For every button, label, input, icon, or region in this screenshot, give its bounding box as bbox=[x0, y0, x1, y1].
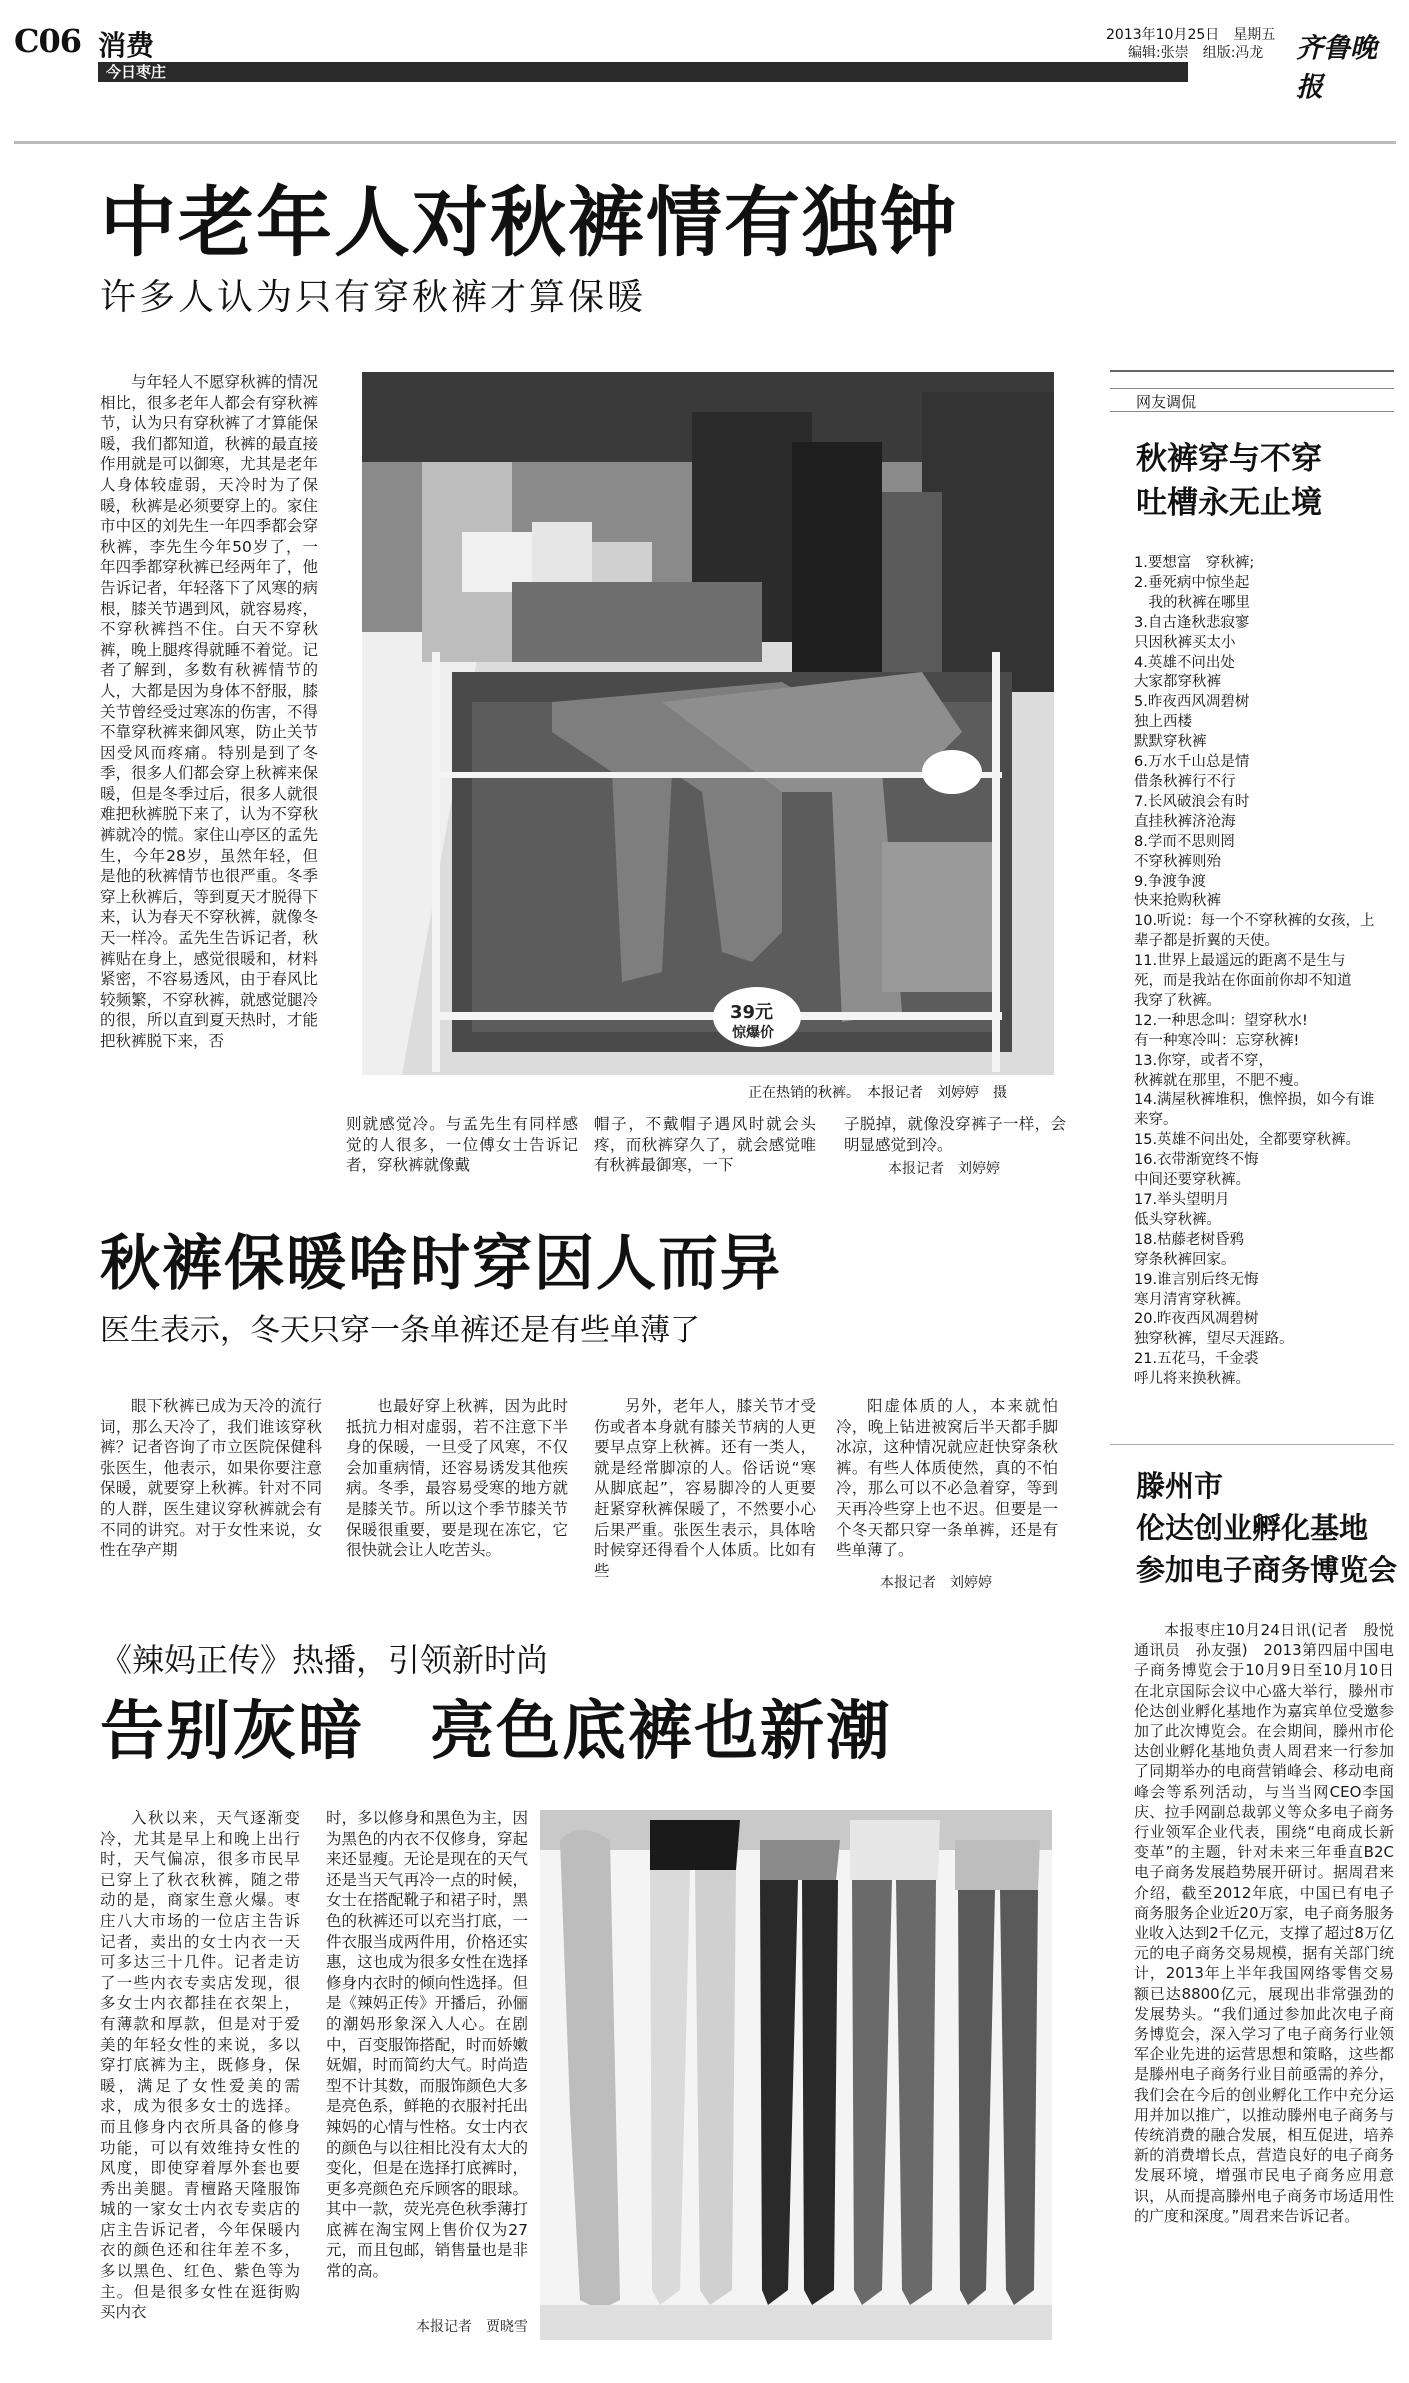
poll-joke-line: 死，而是我站在你面前你却不知道 bbox=[1134, 973, 1352, 990]
sidebar-mid-rule bbox=[1110, 1444, 1394, 1445]
story2-headline: 秋裤保暖啥时穿因人而异 bbox=[100, 1229, 782, 1299]
poll-joke-line: 有一种寒冷叫：忘穿秋裤! bbox=[1134, 1032, 1300, 1049]
story2-subhead: 医生表示，冬天只穿一条单裤还是有些单薄了 bbox=[100, 1313, 700, 1348]
poll-joke-line: 呼儿将来换秋裤。 bbox=[1134, 1371, 1250, 1388]
poll-joke-line: 我穿了秋裤。 bbox=[1134, 992, 1221, 1009]
poll-joke-line: 寒月清宵穿秋裤。 bbox=[1134, 1291, 1250, 1308]
store-display-illustration bbox=[362, 372, 1054, 1075]
poll-joke-line: 1.要想富 穿秋裤; bbox=[1134, 555, 1255, 571]
poll-joke-line: 20.昨夜西风凋碧树 bbox=[1134, 1311, 1259, 1328]
poll-joke-line: 只因秋裤买太小 bbox=[1134, 634, 1236, 651]
subsection-bar bbox=[98, 62, 1188, 82]
story1-column-3: 帽子，不戴帽子遇风时就会头疼，而秋裤穿久了，就会感觉唯有秋裤最御寒，一下 bbox=[594, 1115, 816, 1175]
poll-joke-line: 17.举头望明月 bbox=[1134, 1192, 1230, 1208]
poll-joke-line: 13.你穿，或者不穿， bbox=[1134, 1052, 1274, 1069]
editor-credits: 编辑:张崇 组版:冯龙 bbox=[1128, 45, 1264, 61]
poll-joke-line: 低头穿秋裤。 bbox=[1134, 1211, 1221, 1228]
news-headline-3: 参加电子商务博览会 bbox=[1136, 1553, 1398, 1587]
poll-joke-line: 6.万水千山总是情 bbox=[1134, 754, 1250, 771]
poll-joke-line: 来穿。 bbox=[1134, 1112, 1178, 1129]
poll-headline-1: 秋裤穿与不穿 bbox=[1136, 441, 1322, 477]
story3-column-1: 入秋以来，天气逐渐变冷，尤其是早上和晚上出行时，天气偏凉，很多市民早已穿上了秋衣秋裤，随之带动的是，商家生意火爆。枣庄八大市场的一位店主告诉记者，卖出的女士内衣一天可多达三十几件。记者走访了一些内衣专卖店发现，很多女士内衣都挂在衣架上，有薄款和厚款，但是对于爱美的年轻女性的来说，多以穿打底裤为主，既修身，保暖，满足了女性爱美的需求，成为很多女士的选择。而且修身内衣所具备的修身功能，可以有效维持女性的风度，即使穿着厚外套也要秀出美腿。青檀路天隆服饰城的一家女士内衣专卖店的店主告诉记者，今年保暖内衣的颜色还和往年差不多，多以黑色、红色、紫色等为主。但是很多女性在逛街购买内衣 bbox=[100, 1809, 300, 2322]
poll-joke-line: 独穿秋裤，望尽天涯路。 bbox=[1134, 1331, 1294, 1348]
poll-joke-line: 大家都穿秋裤 bbox=[1134, 674, 1221, 691]
poll-joke-line: 3.自古逢秋悲寂寥 bbox=[1134, 614, 1250, 631]
story2-column-4: 阳虚体质的人，本来就怕冷，晚上钻进被窝后半天都手脚冰凉，这种情况就应赶快穿条秋裤。有些人体质使然，真的不怕冷，那么可以不必急着穿，等到天再冷些穿上也不迟。但要是一个冬天都只穿一条单裤，还是有些单薄了。 bbox=[836, 1397, 1058, 1560]
page-header bbox=[14, 22, 1396, 103]
poll-joke-line: 7.长风破浪会有时 bbox=[1134, 793, 1250, 810]
story3-byline: 本报记者 贾晓雪 bbox=[416, 2319, 528, 2335]
story2-column-3: 另外，老年人，膝关节才受伤或者本身就有膝关节病的人更要早点穿上秋裤。还有一类人，就是经常脚凉的人。俗话说“寒从脚底起”，容易脚冷的人更要赶紧穿秋裤保暖了，不然要小心后果严重。张医生表示，具体啥时候穿还得看个人体质。比如有些 bbox=[594, 1397, 816, 1580]
poll-joke-line: 不穿秋裤则殆 bbox=[1134, 853, 1221, 870]
poll-joke-line: 快来抢购秋裤 bbox=[1134, 893, 1221, 910]
story1-photo-caption: 正在热销的秋裤。 本报记者 刘婷婷 摄 bbox=[748, 1085, 1007, 1101]
poll-joke-line: 独上西楼 bbox=[1134, 714, 1192, 731]
header-rule bbox=[14, 141, 1396, 144]
poll-joke-line: 12.一种思念叫：望穿秋水! bbox=[1134, 1012, 1308, 1029]
page-code: C06 bbox=[14, 22, 81, 60]
poll-joke-line: 默默穿秋裤 bbox=[1134, 734, 1207, 751]
sidebar-top-rule bbox=[1110, 370, 1394, 372]
poll-joke-line: 2.垂死病中惊坐起 bbox=[1134, 574, 1250, 591]
story1-column-1: 与年轻人不愿穿秋裤的情况相比，很多老年人都会有穿秋裤节，认为只有穿秋裤了才算能保暖，我们都知道，秋裤的最直接作用就是可以御寒，尤其是老年人身体较虚弱，天冷时为了保暖，秋裤是必须要穿上的。家住市中区的刘先生一年四季都会穿秋裤，李先生今年50岁了，一年四季都穿秋裤已经两年了，他告诉记者，年轻落下了风寒的病根，膝关节遇到风，就容易疼，不穿秋裤挡不住。白天不穿秋裤，晚上腿疼得就睡不着觉。记者了解到，多数有秋裤情节的人，大都是因为身体不舒服，膝关节曾经受过寒冻的伤害，不得不靠穿秋裤来御风寒，防止关节因受风而疼痛。特别是到了冬季，很多人们都会穿上秋裤来保暖，但是冬季过后，很多人就很难把秋裤脱下来了，认为不穿秋裤就冷的慌。家住山亭区的孟先生，今年28岁，虽然年轻，但是他的秋裤情节也很严重。冬季穿上秋裤后，等到夏天才脱得下来，认为春天不穿秋裤，就像冬天一样冷。孟先生告诉记者，秋裤贴在身上，感觉很暖和，材料紧密，不容易透风，由于春风比较频繁，不穿秋裤，就感觉腿冷的很，所以直到夏天热时，才能把秋裤脱下来，否 bbox=[100, 373, 318, 1050]
poll-joke-line: 14.满屋秋裤堆积，憔悴损，如今有谁 bbox=[1134, 1092, 1375, 1109]
story3-headline: 告别灰暗 亮色底裤也新潮 bbox=[100, 1695, 892, 1769]
subsection-name: 今日枣庄 bbox=[106, 63, 167, 81]
poll-joke-line: 借条秋裤行不行 bbox=[1134, 773, 1236, 790]
news-headline-1: 滕州市 bbox=[1136, 1469, 1224, 1503]
news-headline-2: 伦达创业孵化基地 bbox=[1136, 1511, 1369, 1545]
story2-byline: 本报记者 刘婷婷 bbox=[880, 1575, 992, 1591]
story3-kicker: 《辣妈正传》热播，引领新时尚 bbox=[100, 1641, 549, 1679]
poll-joke-line: 15.英雄不问出处，全都要穿秋裤。 bbox=[1134, 1132, 1361, 1149]
story3-photo bbox=[540, 1810, 1052, 2340]
poll-joke-line: 秋裤就在那里，不肥不瘦。 bbox=[1134, 1072, 1308, 1089]
story3-column-2: 时，多以修身和黑色为主，因为黑色的内衣不仅修身，穿起来还显瘦。无论是现在的天气还是当天气再冷一点的时候，女士在搭配靴子和裙子时，黑色的秋裤还可以充当打底，一件衣服当成两件用，价格还实惠，这也成为很多女性在选择修身内衣时的倾向性选择。但是《辣妈正传》开播后，孙俪的潮妈形象深入人心。在剧中，百变服饰搭配，时而娇嫩妩媚，时而简约大气。时尚造型不计其数，而服饰颜色大多是亮色系，鲜艳的衣服衬托出辣妈的心情与性格。女士内衣的颜色与以往相比没有太大的变化，但是在选择打底裤时，更多亮颜色充斥顾客的眼球。其中一款，荧光亮色秋季薄打底裤在淘宝网上售价仅为27元，而且包邮，销售量也是非常的高。 bbox=[326, 1809, 528, 2281]
story1-byline: 本报记者 刘婷婷 bbox=[888, 1161, 1000, 1177]
poll-joke-line: 8.学而不思则罔 bbox=[1134, 833, 1235, 850]
poll-joke-line: 16.衣带渐宽终不悔 bbox=[1134, 1152, 1259, 1169]
price-tag-value: 39元 bbox=[730, 1002, 774, 1023]
news-body: 本报枣庄10月24日讯(记者 殷悦 通讯员 孙友强) 2013第四届中国电子商务博览会于10月9日至10月10日在北京国际会议中心盛大举行，滕州市伦达创业孵化基地作为嘉宾单位受邀参加了此次博览会。在会期间，滕州市伦达创业孵化基地负责人周君来一行参加了同期举办的电商营销峰会、移动电商峰会等系列活动，与当当网CEO李国庆、拉手网副总裁郭义等众多电子商务行业领军企业代表，围绕“电商成长新变革”的主题，针对未来三年垂直B2C电子商务发展趋势展开研讨。据周君来介绍，截至2012年底，中国已有电子商务服务企业近20万家，电子商务服务业收入达到2千亿元，支撑了超过8万亿元的电子商务交易规模，据有关部门统计，2013年上半年我国网络零售交易额已达8800亿元，展现出非常强劲的发展势头。“我们通过参加此次电子商务博览会，深入学习了电子商务行业领军企业先进的运营思想和策略，这些都是滕州电子商务行业目前亟需的养分，我们会在今后的创业孵化工作中充分运用并加以推广，以推动滕州电子商务与传统消费的融合发展，相互促进，培养新的消费增长点，营造良好的电子商务发展环境，增强市民电子商务应用意识，从而提高滕州电子商务市场适用性的广度和深度。”周君来告诉记者。 bbox=[1134, 1621, 1409, 2225]
issue-date: 2013年10月25日 星期五 bbox=[1106, 27, 1276, 43]
poll-joke-line: 11.世界上最遥远的距离不是生与 bbox=[1134, 953, 1346, 970]
section-name: 消费 bbox=[98, 29, 155, 62]
poll-joke-line: 18.枯藤老树昏鸦 bbox=[1134, 1231, 1245, 1248]
poll-jokes-list bbox=[1134, 554, 1396, 1390]
poll-label-box bbox=[1110, 388, 1394, 412]
story1-headline: 中老年人对秋裤情有独钟 bbox=[100, 178, 958, 267]
poll-joke-line: 19.谁言别后终无悔 bbox=[1134, 1271, 1259, 1288]
story2-column-1: 眼下秋裤已成为天冷的流行词，那么天冷了，我们谁该穿秋裤？记者咨询了市立医院保健科张医生，他表示，如果你要注意保暖，就要穿上秋裤。针对不同的人群，医生建议穿秋裤就会有不同的讲究。对于女性来说，女性在孕产期 bbox=[100, 1397, 322, 1560]
poll-joke-line: 10.听说：每一个不穿秋裤的女孩，上 bbox=[1134, 913, 1375, 930]
poll-joke-line: 4.英雄不问出处 bbox=[1134, 654, 1235, 671]
poll-joke-line: 穿条秋裤回家。 bbox=[1134, 1251, 1236, 1268]
leggings-illustration bbox=[540, 1810, 1052, 2340]
poll-joke-line: 5.昨夜西风凋碧树 bbox=[1134, 694, 1250, 711]
poll-joke-line: 直挂秋裤济沧海 bbox=[1134, 813, 1236, 830]
price-tag-label: 惊爆价 bbox=[732, 1025, 774, 1041]
poll-joke-line: 中间还要穿秋裤。 bbox=[1134, 1172, 1250, 1189]
poll-joke-line: 21.五花马，千金裘 bbox=[1134, 1351, 1259, 1368]
poll-joke-line: 辈子都是折翼的天使。 bbox=[1134, 933, 1279, 950]
poll-label: 网友调侃 bbox=[1136, 393, 1197, 411]
poll-joke-line: 9.争渡争渡 bbox=[1134, 873, 1206, 890]
story1-column-2: 则就感觉冷。与孟先生有同样感觉的人很多，一位傅女士告诉记者，穿秋裤就像戴 bbox=[346, 1115, 578, 1175]
poll-headline-2: 吐槽永无止境 bbox=[1136, 485, 1322, 521]
story1-column-4: 子脱掉，就像没穿裤子一样，会明显感觉到冷。 bbox=[844, 1115, 1066, 1154]
story1-subhead: 许多人认为只有穿秋裤才算保暖 bbox=[100, 277, 647, 318]
story2-column-2: 也最好穿上秋裤，因为此时抵抗力相对虚弱，若不注意下半身的保暖，一旦受了风寒，不仅会加重病情，还容易诱发其他疾病。冬季，最容易受寒的地方就是膝关节。所以这个季节膝关节保暖很重要，要是现在冻它，它很快就会让人吃苦头。 bbox=[346, 1397, 568, 1560]
story1-photo bbox=[362, 372, 1054, 1075]
poll-joke-line: 我的秋裤在哪里 bbox=[1134, 594, 1250, 611]
paper-name: 齐鲁晚报 bbox=[1296, 33, 1377, 103]
